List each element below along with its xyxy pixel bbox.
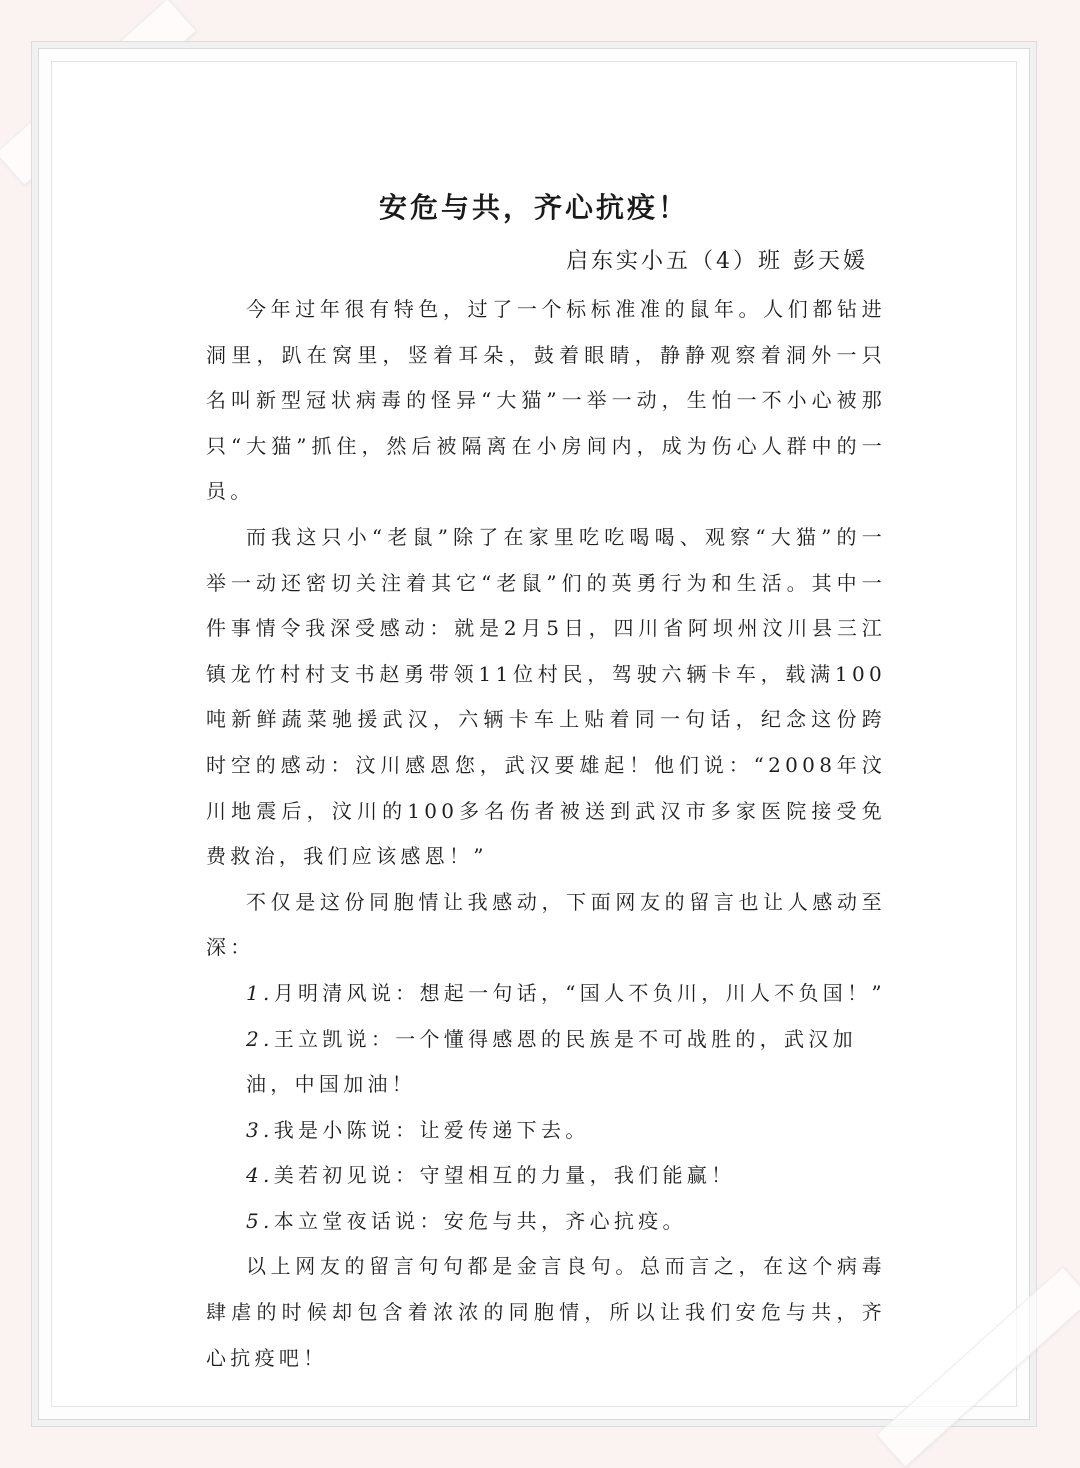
paragraph-conclusion: 以上网友的留言句句都是金言良句。总而言之，在这个病毒肆虐的时候却包含着浓浓的同胞情，所以让我们安危与共，齐心抗疫吧！ bbox=[206, 1254, 886, 1370]
comment-item bbox=[206, 1108, 886, 1154]
comment-text: 王立凯说：一个懂得感恩的民族是不可战胜的，武汉加油，中国加油！ bbox=[246, 1026, 857, 1097]
document-page bbox=[51, 61, 1017, 1407]
comment-text: 本立堂夜话说：安危与共，齐心抗疫。 bbox=[273, 1208, 687, 1233]
comment-item bbox=[206, 971, 886, 1017]
comment-text: 我是小陈说：让爱传递下去。 bbox=[273, 1117, 590, 1142]
document-photo-frame bbox=[38, 48, 1030, 1420]
comment-number: 1. bbox=[246, 980, 274, 1005]
paragraph-comments-lead: 不仅是这份同胞情让我感动，下面网友的留言也让人感动至深： bbox=[206, 889, 886, 960]
paragraph-intro: 今年过年很有特色，过了一个标标准准的鼠年。人们都钻进洞里，趴在窝里，竖着耳朵，鼓着眼睛，静静观察着洞外一只名叫新型冠状病毒的怪异“大猫”一举一动，生怕一不小心被那只“大猫”抓住，然后被隔离在小房间内，成为伤心人群中的一员。 bbox=[206, 297, 886, 504]
document-title: 安危与共，齐心抗疫！ bbox=[378, 191, 689, 224]
paragraph-wenchuan-story: 而我这只小“老鼠”除了在家里吃吃喝喝、观察“大猫”的一举一动还密切关注着其它“老鼠”们的英勇行为和生活。其中一件事情令我深受感动：就是2月5日，四川省阿坝州汶川县三江镇龙竹村村支书赵勇带领11位村民，驾驶六辆卡车，载满100吨新鲜蔬菜驰援武汉，六辆卡车上贴着同一句话，纪念这份跨时空的感动：汶川感恩您，武汉要雄起！他们说：“2008年汶川地震后，汶川的100多名伤者被送到武汉市多家医院接受免费救治，我们应该感恩！” bbox=[206, 524, 886, 869]
comment-item bbox=[206, 1199, 886, 1245]
author-byline: 启东实小五（4）班 彭天媛 bbox=[566, 249, 868, 274]
comment-item bbox=[206, 1153, 886, 1199]
comment-text: 美若初见说：守望相互的力量，我们能赢！ bbox=[273, 1163, 736, 1188]
comment-number: 4. bbox=[246, 1163, 274, 1188]
essay-body bbox=[206, 287, 886, 1381]
comment-number: 5. bbox=[246, 1208, 274, 1233]
comment-number: 3. bbox=[246, 1117, 274, 1142]
comment-item bbox=[206, 1017, 886, 1108]
comment-list bbox=[206, 971, 886, 1245]
comment-number: 2. bbox=[246, 1026, 274, 1051]
comment-text: 月明清风说：想起一句话，“国人不负川，川人不负国！” bbox=[273, 980, 886, 1005]
